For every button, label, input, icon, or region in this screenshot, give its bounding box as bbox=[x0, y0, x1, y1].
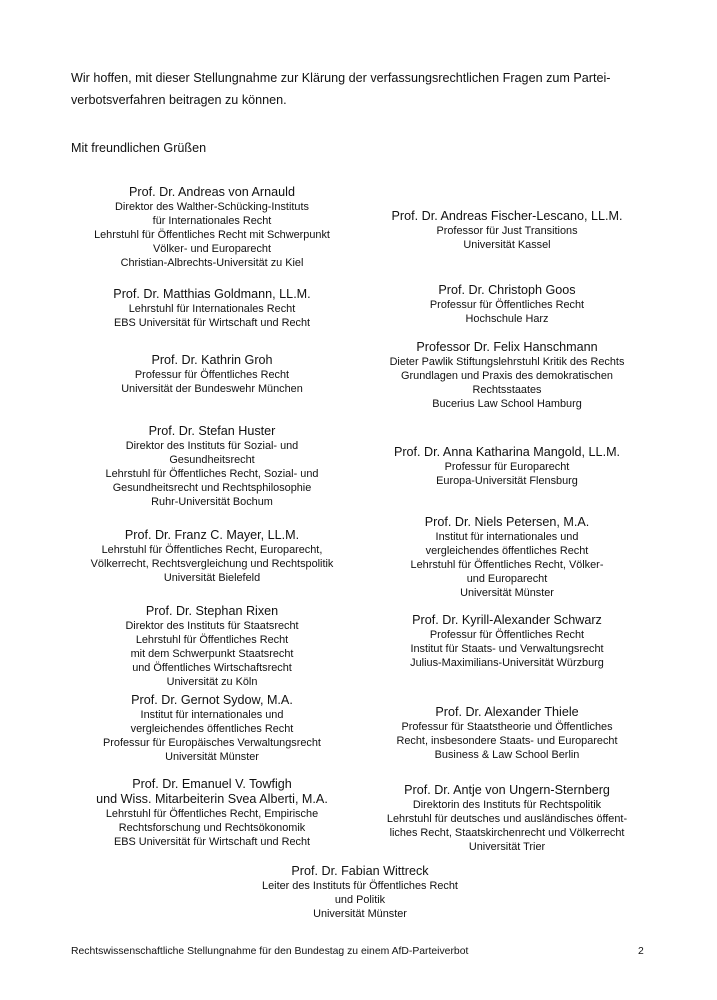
signatory-affiliation: Institut für Staats- und Verwaltungsrecht bbox=[410, 643, 604, 655]
signatory-block bbox=[342, 783, 672, 854]
signatory-affiliation: vergleichendes öffentliches Recht bbox=[425, 545, 589, 557]
signatory-affiliation: Lehrstuhl für Internationales Recht bbox=[128, 303, 296, 315]
signatory-affiliation: Völkerrecht, Rechtsvergleichung und Rechtspolitik bbox=[90, 558, 334, 570]
signatory-name: Prof. Dr. Anna Katharina Mangold, LL.M. bbox=[393, 445, 621, 459]
signatory-affiliation: Direktor des Instituts für Sozial- und bbox=[125, 440, 299, 452]
signatory-affiliation: Leiter des Instituts für Öffentliches Recht bbox=[262, 880, 458, 892]
signatory-name: Prof. Dr. Matthias Goldmann, LL.M. bbox=[113, 287, 311, 301]
signatory-name: Prof. Dr. Stefan Huster bbox=[148, 424, 276, 438]
signatory-affiliation: Professur für Öffentliches Recht bbox=[429, 629, 585, 641]
signatory-name: Prof. Dr. Kathrin Groh bbox=[151, 353, 273, 367]
signatory-affiliation: Europa-Universität Flensburg bbox=[436, 475, 578, 487]
signatory-name: Prof. Dr. Fabian Wittreck bbox=[291, 864, 429, 878]
signatory-name: Prof. Dr. Stephan Rixen bbox=[145, 604, 279, 618]
signatory-block bbox=[342, 613, 672, 670]
signatory-affiliation: Universität Kassel bbox=[463, 239, 551, 251]
signatory-affiliation: Professur für Öffentliches Recht bbox=[429, 299, 585, 311]
signatory-name: Prof. Dr. Christoph Goos bbox=[438, 283, 576, 297]
signatory-affiliation: Völker- und Europarecht bbox=[152, 243, 272, 255]
signatory-affiliation: Professur für Europarecht bbox=[444, 461, 570, 473]
signatory-block bbox=[342, 515, 672, 600]
signatory-affiliation: Universität der Bundeswehr München bbox=[121, 383, 303, 395]
signatory-affiliation: Lehrstuhl für Öffentliches Recht bbox=[135, 634, 289, 646]
signatory-name: und Wiss. Mitarbeiterin Svea Alberti, M.A. bbox=[96, 792, 328, 806]
signatory-affiliation: mit dem Schwerpunkt Staatsrecht bbox=[130, 648, 294, 660]
signatory-affiliation: für Internationales Recht bbox=[152, 215, 272, 227]
signatory-affiliation: Professur für Staatstheorie und Öffentliches bbox=[401, 721, 613, 733]
signatory-name: Professor Dr. Felix Hanschmann bbox=[416, 340, 598, 354]
signatory-affiliation: Lehrstuhl für Öffentliches Recht, Europarecht, bbox=[101, 544, 323, 556]
signatory-name: Prof. Dr. Gernot Sydow, M.A. bbox=[131, 693, 293, 707]
signatory-affiliation: Lehrstuhl für Öffentliches Recht mit Schwerpunkt bbox=[94, 229, 330, 241]
signatory-affiliation: Lehrstuhl für Öffentliches Recht, Völker- bbox=[410, 559, 604, 571]
signatory-affiliation: Lehrstuhl für Öffentliches Recht, Empirische bbox=[105, 808, 319, 820]
signatory-affiliation: Direktor des Instituts für Staatsrecht bbox=[125, 620, 299, 632]
signatory-affiliation: Institut für internationales und bbox=[140, 709, 284, 721]
signatory-affiliation: und Öffentliches Wirtschaftsrecht bbox=[132, 662, 292, 674]
signatory-affiliation: Universität Trier bbox=[468, 841, 546, 853]
signatory-affiliation: Universität Bielefeld bbox=[163, 572, 261, 584]
intro-line: Wir hoffen, mit dieser Stellungnahme zur Klärung der verfassungsrechtlichen Fragen zum Partei- bbox=[71, 71, 611, 85]
signatory-affiliation: EBS Universität für Wirtschaft und Recht bbox=[113, 836, 311, 848]
signatory-affiliation: Bucerius Law School Hamburg bbox=[432, 398, 582, 410]
signatory-affiliation: Direktor des Walther-Schücking-Instituts bbox=[115, 201, 309, 213]
signatory-block bbox=[47, 604, 377, 689]
signatory-affiliation: Universität Münster bbox=[313, 908, 407, 920]
signatory-affiliation: Christian-Albrechts-Universität zu Kiel bbox=[120, 257, 304, 269]
signatory-affiliation: Gesundheitsrecht und Rechtsphilosophie bbox=[112, 482, 312, 494]
signatory-affiliation: vergleichendes öffentliches Recht bbox=[130, 723, 294, 735]
signatory-affiliation: Universität Münster bbox=[165, 751, 259, 763]
signatory-name: Prof. Dr. Andreas Fischer-Lescano, LL.M. bbox=[391, 209, 623, 223]
signatory-block bbox=[47, 185, 377, 270]
intro-line: verbotsverfahren beitragen zu können. bbox=[71, 93, 287, 107]
signatory-block bbox=[342, 283, 672, 326]
signatory-affiliation: Rechtsstaates bbox=[472, 384, 542, 396]
signatory-affiliation: Business & Law School Berlin bbox=[434, 749, 580, 761]
signatory-affiliation: Recht, insbesondere Staats- und Europarecht bbox=[396, 735, 618, 747]
signatory-block bbox=[47, 424, 377, 509]
signatory-block bbox=[47, 287, 377, 330]
signatory-name: Prof. Dr. Emanuel V. Towfigh bbox=[132, 777, 292, 791]
signatory-block bbox=[342, 340, 672, 411]
signatory-affiliation: Gesundheitsrecht bbox=[169, 454, 255, 466]
signatory-affiliation: und Europarecht bbox=[466, 573, 548, 585]
signatory-block bbox=[47, 693, 377, 764]
signatory-affiliation: Dieter Pawlik Stiftungslehrstuhl Kritik des Rechts bbox=[389, 356, 625, 368]
signatory-name: Prof. Dr. Alexander Thiele bbox=[435, 705, 579, 719]
signatory-affiliation: liches Recht, Staatskirchenrecht und Völkerrecht bbox=[389, 827, 625, 839]
page-number: 2 bbox=[638, 946, 644, 957]
signatory-affiliation: Professor für Just Transitions bbox=[436, 225, 578, 237]
signatory-block bbox=[342, 705, 672, 762]
signatory-name: Prof. Dr. Niels Petersen, M.A. bbox=[424, 515, 590, 529]
signatory-name: Prof. Dr. Andreas von Arnauld bbox=[129, 185, 295, 199]
signatory-block bbox=[342, 209, 672, 252]
signatory-affiliation: Hochschule Harz bbox=[465, 313, 549, 325]
signatory-affiliation: Ruhr-Universität Bochum bbox=[151, 496, 273, 508]
signatory-name: Prof. Dr. Franz C. Mayer, LL.M. bbox=[124, 528, 300, 542]
signatory-affiliation: Rechtsforschung und Rechtsökonomik bbox=[118, 822, 306, 834]
salutation: Mit freundlichen Grüßen bbox=[71, 141, 207, 155]
signatory-block bbox=[47, 777, 377, 849]
signatory-name: Prof. Dr. Kyrill-Alexander Schwarz bbox=[412, 613, 602, 627]
signatory-name: Prof. Dr. Antje von Ungern-Sternberg bbox=[404, 783, 610, 797]
signatory-affiliation: Professur für Europäisches Verwaltungsrecht bbox=[103, 737, 321, 749]
signatory-block bbox=[195, 864, 525, 921]
signatory-block bbox=[47, 353, 377, 396]
signatory-block bbox=[47, 528, 377, 585]
footer-title: Rechtswissenschaftliche Stellungnahme für den Bundestag zu einem AfD-Parteiverbot bbox=[71, 946, 469, 957]
signatory-affiliation: Direktorin des Instituts für Rechtspolitik bbox=[412, 799, 602, 811]
signatory-affiliation: EBS Universität für Wirtschaft und Recht bbox=[113, 317, 311, 329]
signatory-affiliation: Lehrstuhl für Öffentliches Recht, Sozial- und bbox=[105, 468, 319, 480]
signatory-affiliation: Grundlagen und Praxis des demokratischen bbox=[401, 370, 613, 382]
signatory-affiliation: Professur für Öffentliches Recht bbox=[134, 369, 290, 381]
closing-paragraph bbox=[71, 67, 661, 111]
signatory-affiliation: und Politik bbox=[334, 894, 386, 906]
signatory-affiliation: Universität zu Köln bbox=[166, 676, 258, 688]
signatory-affiliation: Universität Münster bbox=[460, 587, 554, 599]
signatory-affiliation: Julius-Maximilians-Universität Würzburg bbox=[410, 657, 604, 669]
signatory-affiliation: Institut für internationales und bbox=[435, 531, 579, 543]
signatory-block bbox=[342, 445, 672, 488]
signatory-affiliation: Lehrstuhl für deutsches und ausländisches öffent- bbox=[386, 813, 628, 825]
